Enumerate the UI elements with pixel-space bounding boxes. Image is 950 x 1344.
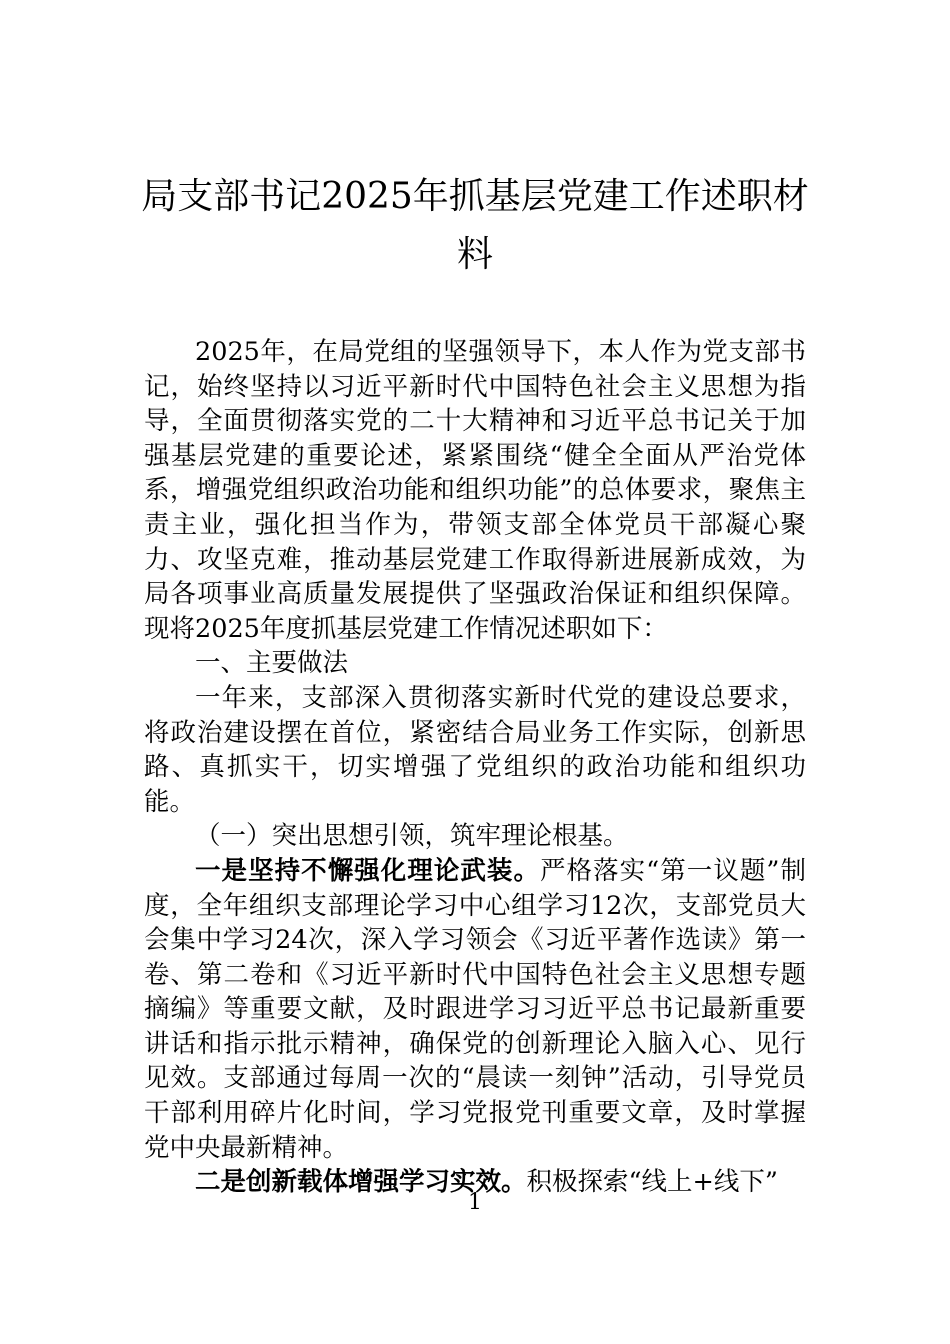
paragraph-theory-study-text: 严格落实“第一议题”制度，全年组织支部理论学习中心组学习12次，支部党员大会集中学习24次，深入学习领会《习近平著作选读》第一卷、第二卷和《习近平新时代中国特色社会主义思想专题摘编》等重要文献，及时跟进学习习近平总书记最新重要讲话和指示批示精神，确保党的创新理论入脑入心、见行见效。支部通过每周一次的“晨读一刻钟”活动，引导党员干部利用碎片化时间，学习党报党刊重要文章，及时掌握党中央最新精神。 — [144, 855, 806, 1163]
section-heading-main-practices — [144, 646, 806, 681]
document-body — [144, 335, 806, 1200]
paragraph-overview-text: 一年来，支部深入贯彻落实新时代党的建设总要求，将政治建设摆在首位，紧密结合局业务工作实际，创新思路、真抓实干，切实增强了党组织的政治功能和组织功能。 — [144, 682, 806, 817]
paragraph-study-innovation-text: 积极探索“线上+线下” — [526, 1167, 778, 1198]
subsection-heading-ideological-guidance — [144, 819, 806, 854]
title-line-2: 料 — [456, 234, 493, 275]
subsection-heading-text: （一）突出思想引领，筑牢理论根基。 — [195, 821, 629, 852]
paragraph-study-innovation-lead: 二是创新载体增强学习实效。 — [195, 1167, 527, 1198]
section-heading-text: 一、主要做法 — [195, 648, 349, 679]
paragraph-intro — [144, 335, 806, 646]
page-number: 1 — [468, 1190, 482, 1215]
paragraph-theory-study — [144, 854, 806, 1165]
paragraph-theory-study-lead: 一是坚持不懈强化理论武装。 — [195, 855, 541, 886]
document-title — [130, 168, 820, 284]
paragraph-intro-text: 2025年，在局党组的坚强领导下，本人作为党支部书记，始终坚持以习近平新时代中国特色社会主义思想为指导，全面贯彻落实党的二十大精神和习近平总书记关于加强基层党建的重要论述，紧紧围绕“健全全面从严治党体系，增强党组织政治功能和组织功能”的总体要求，聚焦主责主业，强化担当作为，带领支部全体党员干部凝心聚力、攻坚克难，推动基层党建工作取得新进展新成效，为局各项事业高质量发展提供了坚强政治保证和组织保障。现将2025年度抓基层党建工作情况述职如下： — [144, 337, 806, 644]
title-line-1: 局支部书记2025年抓基层党建工作述职材 — [141, 176, 809, 217]
paragraph-overview — [144, 681, 806, 819]
